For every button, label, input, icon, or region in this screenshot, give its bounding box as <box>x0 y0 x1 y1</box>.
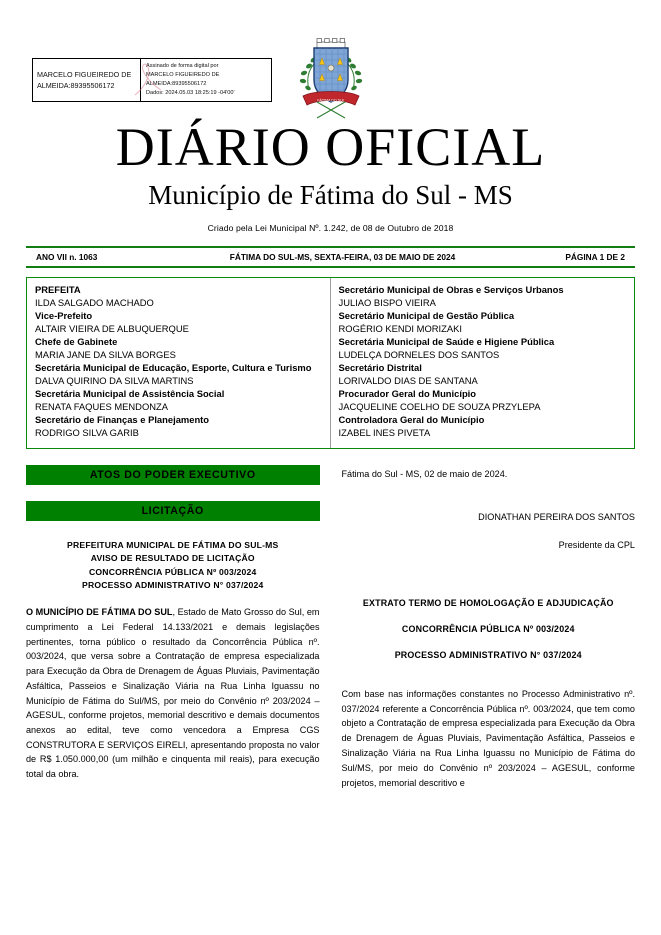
officials-box <box>26 277 635 449</box>
official-name: LUDELÇA DORNELES DOS SANTOS <box>338 348 500 360</box>
homologacao-heading-line1: EXTRATO TERMO DE HOMOLOGAÇÃO E ADJUDICAÇÃO <box>362 597 614 608</box>
edition-infobar <box>26 246 635 268</box>
licitacao-heading-line4: PROCESSO ADMINISTRATIVO N° 037/2024 <box>82 579 264 590</box>
licitacao-heading-line3: CONCORRÊNCIA PÚBLICA Nº 003/2024 <box>89 566 257 577</box>
official-role: Secretário Distrital <box>338 362 422 374</box>
licitacao-heading-line1: PREFEITURA MUNICIPAL DE FÁTIMA DO SUL-MS <box>67 540 279 551</box>
licitacao-heading-line2: AVISO DE RESULTADO DE LICITAÇÃO <box>90 553 255 564</box>
official-role: Vice-Prefeito <box>35 310 93 322</box>
crest-motto: FÁTIMA DO SUL <box>316 98 345 103</box>
official-name: LORIVALDO DIAS DE SANTANA <box>338 374 478 386</box>
homologacao-heading-line2: CONCORRÊNCIA PÚBLICA Nº 003/2024 <box>401 624 575 635</box>
official-role: Procurador Geral do Município <box>338 388 477 400</box>
officials-column-left <box>27 278 331 448</box>
page-indicator: PÁGINA 1 DE 2 <box>565 252 625 263</box>
licitacao-body-paragraph <box>26 605 320 782</box>
cpl-signature-name: DIONATHAN PEREIRA DOS SANTOS <box>478 511 635 522</box>
official-role: Secretário Municipal de Obras e Serviços Urbanos <box>338 284 564 296</box>
official-name: RODRIGO SILVA GARIB <box>35 426 139 438</box>
heading-spacer <box>342 610 636 623</box>
licitacao-body-rest: , Estado de Mato Grosso do Sul, em cumprimento a Lei Federal 14.133/2021 e demais legislações pertinentes, torna público o resultado da Concorrência Pública nº. 003/2024, que versa sobre a Contratação de empresa especializada para Execução da Obra de Drenagem de Águas Pluviais, Pavimentação Asfáltica, Passeios e Sinalização Viária na Rua Linha Iguassu no Município de Fátima do Sul/MS, por meio do Convênio nº 203/2024 – AGESUL, conforme projetos, memorial descritivo e demais documentos anexos ao edital, teve como vencedora a Empresa CGS CONSTRUTORA E SERVIÇOS EIRELI, apresentando proposta no valor de R$ 1.050.000,00 (um milhão e cinquenta mil reais), para execução total da obra. <box>26 607 320 780</box>
left-content-column <box>26 465 320 790</box>
cpl-signature-role: Presidente da CPL <box>558 540 635 551</box>
section-banner-atos: ATOS DO PODER EXECUTIVO <box>26 465 320 485</box>
content-columns <box>26 465 635 790</box>
homologacao-heading <box>342 597 636 663</box>
official-role: PREFEITA <box>35 284 81 296</box>
official-role: Secretário de Finanças e Planejamento <box>35 414 210 426</box>
official-name: ROGÉRIO KENDI MORIZAKI <box>338 322 462 334</box>
section-banner-licitacao: LICITAÇÃO <box>26 501 320 521</box>
official-name: ALTAIR VIEIRA DE ALBUQUERQUE <box>35 322 189 334</box>
signature-detail-line4: Dados: 2024.05.03 18:25:19 -04'00' <box>146 90 235 97</box>
official-role: Secretária Municipal de Assistência Social <box>35 388 225 400</box>
signature-date-line: Fátima do Sul - MS, 02 de maio de 2024. <box>341 469 508 480</box>
edition-number: ANO VII n. 1063 <box>36 252 98 263</box>
cpl-signature-block <box>342 510 636 553</box>
signature-signer-line1: MARCELO FIGUEIREDO DE <box>37 70 132 80</box>
right-content-column <box>342 465 636 790</box>
official-role: Secretária Municipal de Saúde e Higiene Pública <box>338 336 555 348</box>
page-title: DIÁRIO OFICIAL <box>115 117 546 177</box>
digital-signature-box <box>32 58 272 102</box>
signature-signer-line2: ALMEIDA:89395506172 <box>37 80 115 90</box>
homologacao-heading-line3: PROCESSO ADMINISTRATIVO N° 037/2024 <box>394 650 582 661</box>
page-subtitle: Município de Fátima do Sul - MS <box>148 180 513 210</box>
signature-detail-line3: ALMEIDA:89395506172 <box>146 81 207 88</box>
coat-of-arms-icon <box>295 36 367 122</box>
licitacao-heading <box>26 539 320 592</box>
official-role: Chefe de Gabinete <box>35 336 118 348</box>
official-role: Secretário Municipal de Gestão Pública <box>338 310 515 322</box>
signature-details <box>141 59 271 101</box>
signature-signer <box>33 59 141 101</box>
official-role: Secretária Municipal de Educação, Esporte, Cultura e Turismo <box>35 362 312 374</box>
official-name: RENATA FAQUES MENDONZA <box>35 400 168 412</box>
official-name: DALVA QUIRINO DA SILVA MARTINS <box>35 374 194 386</box>
signature-detail-line1: Assinado de forma digital por <box>146 63 219 69</box>
creation-law-text: Criado pela Lei Municipal Nº. 1.242, de 08 de Outubro de 2018 <box>207 223 454 234</box>
official-name: JULIAO BISPO VIEIRA <box>338 296 436 308</box>
signature-detail-line2: MARCELO FIGUEIREDO DE <box>146 72 220 79</box>
official-name: JACQUELINE COELHO DE SOUZA PRZYLEPA <box>338 400 541 412</box>
homologacao-body-paragraph: Com base nas informações constantes no Processo Administrativo nº. 037/2024 referente a Concorrência Pública nº. 003/2024, que tem como objeto a Contratação de empresa especializada para Execução da Obra de Drenagem de Águas Pluviais, Pavimentação Asfáltica, Passeios e Sinalização Viária na Rua Linha Iguassu no Município de Fátima do Sul/MS, por meio do Convênio nº 203/2024 – AGESUL, conforme projetos, memorial descritivo e <box>341 688 635 788</box>
edition-place-date: FÁTIMA DO SUL-MS, SEXTA-FEIRA, 03 DE MAIO DE 2024 <box>229 252 456 263</box>
official-name: ILDA SALGADO MACHADO <box>35 296 154 308</box>
official-role: Controladora Geral do Município <box>338 414 485 426</box>
official-name: MARIA JANE DA SILVA BORGES <box>35 348 176 360</box>
heading-spacer <box>342 636 636 649</box>
officials-column-right <box>331 278 635 448</box>
licitacao-body-lead: O MUNICÍPIO DE FÁTIMA DO SUL <box>26 607 173 618</box>
official-name: IZABEL INES PIVETA <box>338 426 431 438</box>
masthead <box>0 0 661 233</box>
